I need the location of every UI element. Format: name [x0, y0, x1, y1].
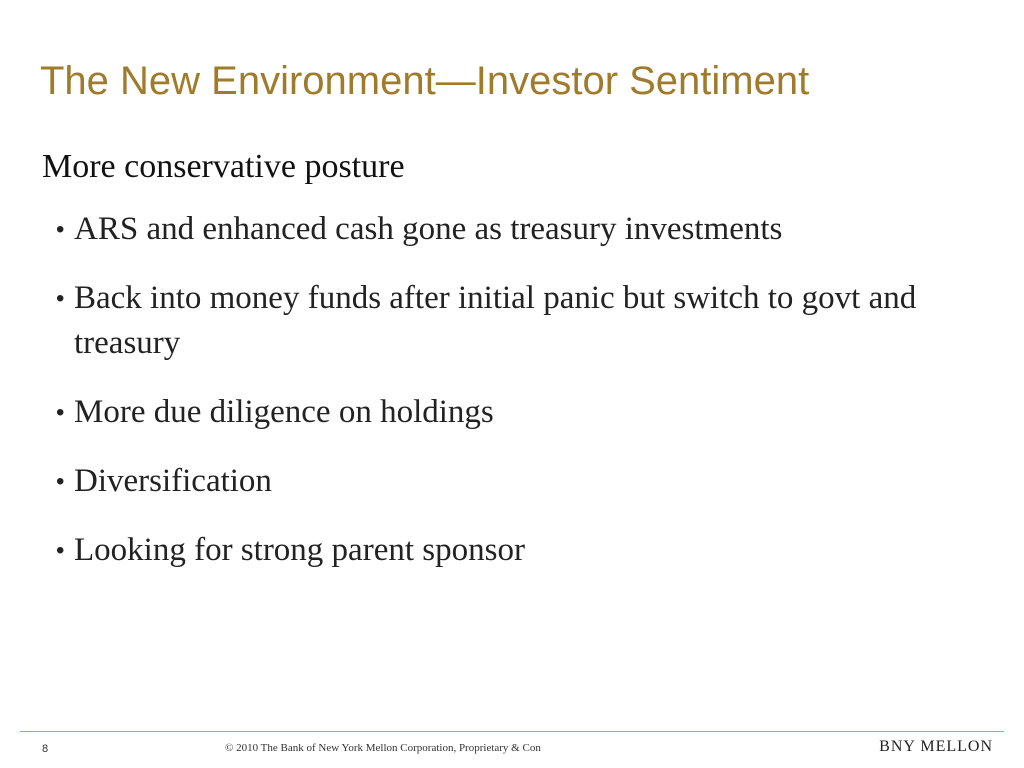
bullet-item [42, 276, 992, 366]
bullet-list [42, 207, 992, 573]
bullet-item [42, 528, 992, 573]
bullet-text: Back into money funds after initial panic but switch to govt and treasury [74, 280, 917, 361]
bullet-icon: • [56, 468, 65, 495]
bullet-item [42, 207, 992, 252]
bullet-icon: • [56, 216, 65, 243]
bullet-icon: • [56, 537, 65, 564]
footer-divider [20, 731, 1004, 732]
bny-mellon-logo: BNY MELLON [879, 738, 993, 755]
bullet-text: More due diligence on holdings [74, 394, 494, 430]
page-number: 8 [42, 743, 49, 755]
copyright-notice: © 2010 The Bank of New York Mellon Corporation, Proprietary & Con [225, 742, 541, 754]
bullet-item [42, 459, 992, 504]
slide-content [42, 145, 992, 597]
bullet-text: Diversification [74, 463, 272, 499]
subheading: More conservative posture [42, 148, 405, 185]
bullet-text: Looking for strong parent sponsor [74, 532, 525, 568]
bullet-icon: • [56, 285, 65, 312]
bullet-item [42, 390, 992, 435]
bullet-text: ARS and enhanced cash gone as treasury investments [74, 211, 783, 247]
bullet-icon: • [56, 399, 65, 426]
slide-title: The New Environment—Investor Sentiment [40, 59, 810, 103]
